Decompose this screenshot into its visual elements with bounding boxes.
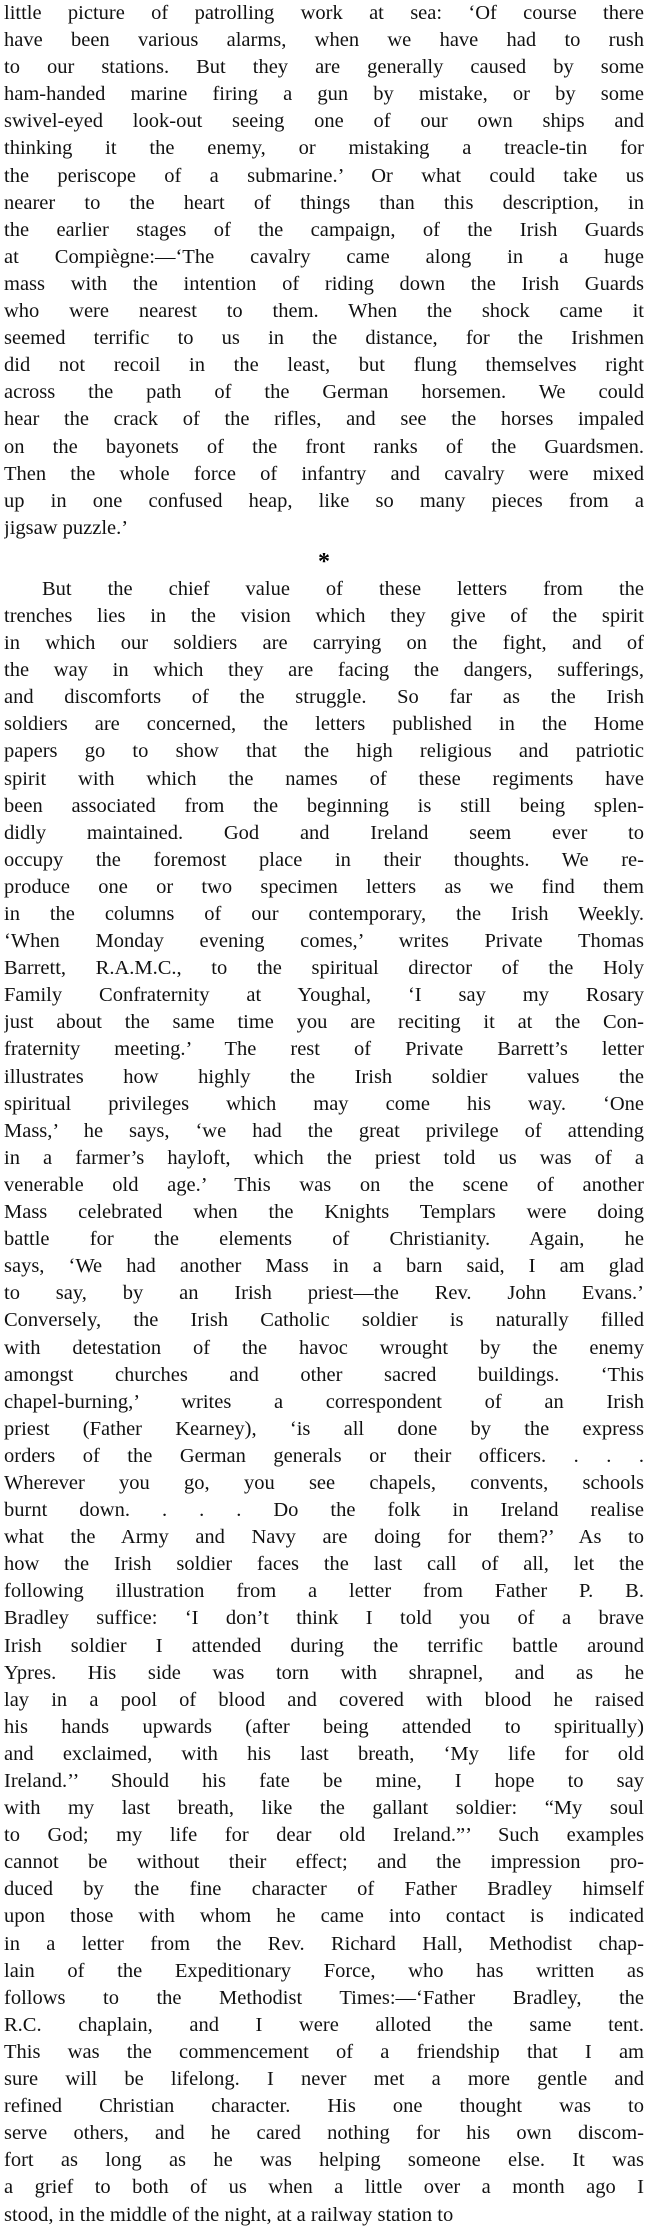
text-line: a grief to both of us when a little over a month ago I <box>4 2176 644 2199</box>
text-line: jigsaw puzzle.’ <box>4 516 129 539</box>
text-line: fraternity meeting.’ The rest of Private Barrett’s letter <box>4 1038 644 1061</box>
text-line: Barrett, R.A.M.C., to the spiritual director of the Holy <box>4 957 644 980</box>
text-line: up in one confused heap, like so many pieces from a <box>4 489 644 512</box>
text-line: the way in which they are facing the dangers, sufferings, <box>4 659 644 682</box>
text-line: thinking it the enemy, or mistaking a treacle-tin for <box>4 137 644 160</box>
text-line: burnt down. . . . Do the folk in Ireland realise <box>4 1499 644 1522</box>
text-line: follows to the Methodist Times:—‘Father Bradley, the <box>4 1986 644 2009</box>
text-line: sure will be lifelong. I never met a more gentle and <box>4 2068 644 2091</box>
text-line: produce one or two specimen letters as we find them <box>4 875 644 898</box>
text-line: illustrates how highly the Irish soldier values the <box>4 1065 644 1088</box>
text-line: didly maintained. God and Ireland seem ever to <box>4 821 644 844</box>
text-line: just about the same time you are reciting it at the Con- <box>4 1011 644 1034</box>
text-line: with detestation of the havoc wrought by the enemy <box>4 1336 644 1359</box>
text-line: R.C. chaplain, and I were alloted the same tent. <box>4 2013 644 2036</box>
document-page <box>4 0 644 2229</box>
paragraph-patrolling-and-irish-guards <box>4 0 644 542</box>
text-line: who were nearest to them. When the shock came it <box>4 300 644 323</box>
text-line: spirit with which the names of these regiments have <box>4 767 644 790</box>
text-line: lain of the Expeditionary Force, who has written as <box>4 1959 644 1982</box>
text-line: cannot be without their effect; and the impression pro- <box>4 1851 644 1874</box>
text-line: how the Irish soldier faces the last call of all, let the <box>4 1553 644 1576</box>
text-line: nearer to the heart of things than this description, in <box>4 191 644 214</box>
text-line: and discomforts of the struggle. So far as the Irish <box>4 686 644 709</box>
text-line: stood, in the middle of the night, at a railway station to <box>4 2203 454 2226</box>
text-line: mass with the intention of riding down the Irish Guards <box>4 272 644 295</box>
text-line: in the columns of our contemporary, the Irish Weekly. <box>4 903 644 925</box>
text-line: Ireland.’’ Should his fate be mine, I hope to say <box>4 1770 644 1792</box>
text-line: Family Confraternity at Youghal, ‘I say my Rosary <box>4 984 644 1007</box>
paragraph-letters-from-trenches <box>4 576 644 2229</box>
text-line: Wherever you go, you see chapels, convents, schools <box>4 1471 644 1494</box>
text-line: hear the crack of the rifles, and see the horses impaled <box>4 408 644 431</box>
text-line: swivel-eyed look-out seeing one of our own ships and <box>4 110 644 133</box>
text-line: Ypres. His side was torn with shrapnel, and as he <box>4 1661 644 1684</box>
text-line: duced by the fine character of Father Bradley himself <box>4 1878 644 1901</box>
text-line: the earlier stages of the campaign, of the Irish Guards <box>4 218 644 241</box>
text-line: papers go to show that the high religious and patriotic <box>4 740 644 763</box>
text-line: ‘When Monday evening comes,’ writes Private Thomas <box>4 930 644 953</box>
text-line: serve others, and he cared nothing for his own discom- <box>4 2122 644 2145</box>
text-line: spiritual privileges which may come his way. ‘One <box>4 1092 644 1115</box>
text-line: priest (Father Kearney), ‘is all done by the express <box>4 1417 644 1440</box>
text-line: This was the commencement of a friendship that I am <box>4 2040 644 2063</box>
text-line: Then the whole force of infantry and cavalry were mixed <box>4 462 644 485</box>
section-separator-asterisk: * <box>318 548 330 575</box>
text-line: following illustration from a letter from Father P. B. <box>4 1580 644 1603</box>
text-line: Mass,’ he says, ‘we had the great privilege of attending <box>4 1119 644 1142</box>
text-line: at Compiègne:—‘The cavalry came along in a huge <box>4 245 644 268</box>
text-line: trenches lies in the vision which they give of the spirit <box>4 604 644 627</box>
text-line: on the bayonets of the front ranks of the Guardsmen. <box>4 435 644 458</box>
text-line: But the chief value of these letters from the <box>42 577 644 600</box>
text-line: across the path of the German horsemen. We could <box>4 381 644 404</box>
text-line: fort as long as he was helping someone else. It was <box>4 2149 644 2172</box>
text-line: and exclaimed, with his last breath, ‘My life for old <box>4 1742 644 1765</box>
text-line: to say, by an Irish priest—the Rev. John Evans.’ <box>4 1282 644 1305</box>
text-line: did not recoil in the least, but flung themselves right <box>4 354 644 377</box>
text-line: occupy the foremost place in their thoughts. We re- <box>4 848 644 871</box>
text-line: the periscope of a submarine.’ Or what could take us <box>4 164 644 187</box>
text-line: refined Christian character. His one thought was to <box>4 2095 644 2118</box>
text-line: to God; my life for dear old Ireland.”’ Such examples <box>4 1824 644 1847</box>
text-line: in a farmer’s hayloft, which the priest told us was of a <box>4 1146 644 1169</box>
text-line: in which our soldiers are carrying on the fight, and of <box>4 632 644 655</box>
text-line: seemed terrific to us in the distance, for the Irishmen <box>4 327 644 350</box>
text-line: have been various alarms, when we have had to rush <box>4 29 644 52</box>
text-line: been associated from the beginning is still being splen- <box>4 794 644 817</box>
text-line: Conversely, the Irish Catholic soldier is naturally filled <box>4 1309 644 1332</box>
text-line: amongst churches and other sacred buildings. ‘This <box>4 1363 644 1386</box>
text-line: soldiers are concerned, the letters published in the Home <box>4 713 644 736</box>
text-line: says, ‘We had another Mass in a barn said, I am glad <box>4 1255 644 1278</box>
text-line: upon those with whom he came into contact is indicated <box>4 1905 644 1928</box>
text-line: chapel-burning,’ writes a correspondent of an Irish <box>4 1390 644 1413</box>
text-line: his hands upwards (after being attended to spiritually) <box>4 1715 644 1738</box>
text-line: what the Army and Navy are doing for them?’ As to <box>4 1526 644 1549</box>
text-line: to our stations. But they are generally caused by some <box>4 56 644 79</box>
text-line: lay in a pool of blood and covered with blood he raised <box>4 1688 644 1711</box>
text-line: little picture of patrolling work at sea: ‘Of course there <box>4 2 644 24</box>
text-line: Bradley suffice: ‘I don’t think I told you of a brave <box>4 1607 644 1630</box>
text-line: with my last breath, like the gallant soldier: “My soul <box>4 1797 644 1820</box>
text-line: battle for the elements of Christianity. Again, he <box>4 1228 644 1251</box>
text-line: ham-handed marine firing a gun by mistake, or by some <box>4 83 644 106</box>
text-line: orders of the German generals or their officers. . . . <box>4 1444 644 1467</box>
text-line: Irish soldier I attended during the terrific battle around <box>4 1634 644 1657</box>
text-line: in a letter from the Rev. Richard Hall, Methodist chap- <box>4 1932 644 1955</box>
text-line: venerable old age.’ This was on the scene of another <box>4 1173 644 1196</box>
text-line: Mass celebrated when the Knights Templars were doing <box>4 1201 644 1224</box>
